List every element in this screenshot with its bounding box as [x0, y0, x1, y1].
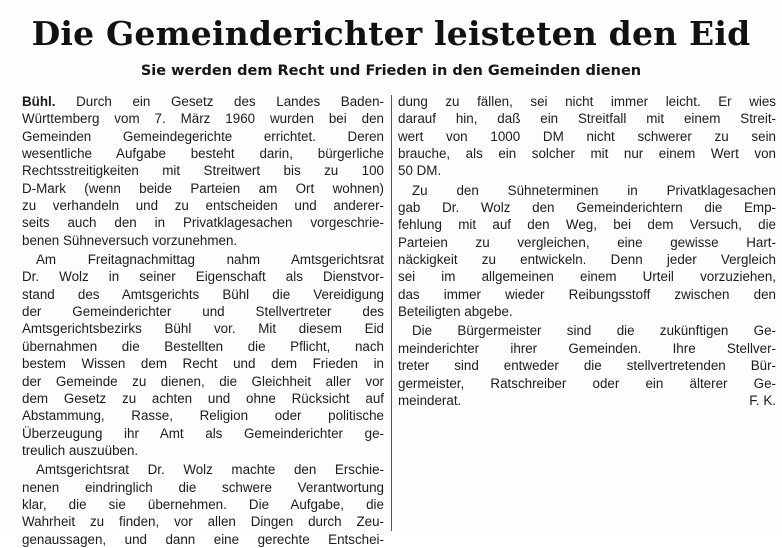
article-line-text: Die Bürgermeister sind die zukünftigen Ge-	[412, 323, 776, 339]
article-line-text: Württemberg vom 7. März 1960 wurden bei den	[22, 111, 384, 127]
article-line-text: Amtsgerichtsbezirks Bühl vor. Mit diesem Eid	[22, 321, 384, 337]
article-line	[22, 303, 384, 320]
article-line-text: brauche, als ein solcher mit nur einem Wert von	[398, 146, 776, 162]
article-line-text: Wahrheit zu finden, vor allen Dingen durch Zeu-	[22, 514, 384, 530]
article-line	[398, 251, 776, 268]
article-line-text: klar, die sie übernehmen. Die Aufgabe, die	[22, 496, 384, 512]
article-line-text: dung zu fällen, sei nicht immer leicht. Er wies	[398, 94, 776, 109]
article-line	[22, 128, 384, 145]
article-line	[22, 214, 384, 231]
article-line	[398, 286, 776, 303]
article-line	[22, 251, 384, 268]
article-line-text: das immer wieder Reibungsstoff zwischen den	[398, 286, 776, 302]
article-line-text: meinderichter ihrer Gemeinden. Ihre Stellver-	[398, 340, 776, 356]
article-line	[22, 442, 384, 459]
article-line	[22, 373, 384, 390]
article-line	[22, 197, 384, 214]
article-line-text: 50 DM.	[398, 163, 442, 179]
article-line-text: meinderat.	[398, 392, 462, 408]
article-line-text: nenen eindringlich die schwere Verantwortung	[22, 479, 384, 495]
article-line	[22, 338, 384, 355]
article-line-text: Beteiligten abgebe.	[398, 304, 513, 320]
article-line-text: Parteien zu vergleichen, eine gewisse Hart-	[398, 234, 776, 250]
article-line	[22, 320, 384, 337]
article-line-text: germeister, Ratschreiber oder ein älterer Ge-	[398, 375, 776, 391]
article-line	[22, 407, 384, 424]
article-line-text: fehlung mit auf den Weg, bei dem Versuch, die	[398, 217, 776, 233]
article-line	[398, 199, 776, 216]
article-line	[22, 268, 384, 285]
article-line	[398, 128, 776, 145]
article-line-text: stand des Amtsgerichts Bühl die Vereidigung	[22, 286, 384, 302]
article-line-text: näckigkeit zu entwickeln. Denn jeder Vergleich	[398, 252, 776, 268]
article-line	[22, 286, 384, 303]
article-line	[398, 145, 776, 162]
article-line-text: treulich auszuüben.	[22, 442, 139, 458]
article-line-text: Überzeugung ihr Amt als Gemeinderichter ge-	[22, 425, 384, 441]
article-line	[22, 479, 384, 496]
article-line-text: übernahmen die Bestellten die Pflicht, nach	[22, 338, 384, 354]
dateline: Bühl.	[22, 94, 56, 109]
article-line	[22, 93, 384, 110]
article-line	[22, 461, 384, 478]
subheadline: Sie werden dem Recht und Frieden in den Gemeinden dienen	[140, 63, 642, 79]
article-column-right	[398, 93, 776, 409]
article-line	[398, 162, 776, 179]
article-line	[22, 232, 384, 249]
article-line-text: Amtsgerichtsrat Dr. Wolz machte den Erschie-	[36, 462, 384, 478]
article-line	[22, 145, 384, 162]
article-line	[398, 375, 776, 392]
author-signature: F. K.	[749, 392, 776, 408]
article-line	[22, 355, 384, 372]
article-line-text: genaussagen, und dann eine gerechte Entschei-	[22, 531, 384, 547]
column-divider	[391, 95, 392, 531]
article-line	[22, 390, 384, 407]
article-line-text: Zu den Sühneterminen in Privatklagesachen	[412, 182, 776, 198]
article-line-text: treter sind entweder die stellvertretenden Bür-	[398, 358, 776, 374]
article-line	[22, 496, 384, 513]
article-line-text: wert von 1000 DM nicht schwerer zu sein	[398, 128, 776, 144]
article-line	[398, 340, 776, 357]
article-line-text: der Gemeinderichter und Stellvertreter des	[22, 304, 384, 320]
article-line	[22, 513, 384, 530]
article-line	[22, 425, 384, 442]
article-line	[22, 180, 384, 197]
article-line	[398, 234, 776, 251]
article-line-text: benen Sühneversuch vorzunehmen.	[22, 232, 238, 248]
article-line-text: zu verhandeln und zu entscheiden und anderer-	[22, 198, 384, 214]
article-line	[398, 268, 776, 285]
article-line-text: wesentliche Aufgabe besteht darin, bürgerliche	[22, 146, 384, 162]
article-line-text: darauf hin, daß ein Streitfall mit einem Streit-	[398, 111, 776, 127]
article-line	[22, 531, 384, 548]
article-line-text: dem Gesetz zu achten und ohne Rücksicht auf	[22, 390, 384, 406]
article-line-text: Am Freitagnachmittag nahm Amtsgerichtsrat	[36, 252, 384, 268]
article-line-text: Dr. Wolz in seiner Eigenschaft als Dienstvor-	[22, 269, 384, 285]
article-line-text: D-Mark (wenn beide Parteien am Ort wohnen)	[22, 180, 384, 196]
article-line-text: sei im allgemeinen einem Urteil vorzuziehen,	[398, 269, 776, 285]
headline: Die Gemeinderichter leisteten den Eid	[31, 14, 751, 53]
article-line	[398, 392, 776, 409]
article-line-text: Gemeinden Gemeindegerichte errichtet. Deren	[22, 128, 384, 144]
article-line-text: der Gemeinde zu dienen, die Gleichheit aller vor	[22, 373, 384, 389]
article-line	[398, 110, 776, 127]
article-line-text: seits auch den in Privatklagesachen vorgeschrie-	[22, 215, 384, 231]
article-line-text: bestem Wissen dem Recht und dem Frieden in	[22, 356, 384, 372]
article-line	[22, 110, 384, 127]
article-line-text: Durch ein Gesetz des Landes Baden-	[55, 94, 384, 109]
article-line	[398, 322, 776, 339]
article-line-text: gab Dr. Wolz den Gemeinderichtern die Emp-	[398, 200, 776, 216]
article-line	[398, 216, 776, 233]
article-line	[398, 357, 776, 374]
article-line	[22, 162, 384, 179]
article-line-text: Abstammung, Rasse, Religion oder politische	[22, 408, 384, 424]
article-line-text: Rechtsstreitigkeiten mit Streitwert bis zu 100	[22, 163, 384, 179]
article-column-left	[22, 93, 384, 548]
article-line	[398, 182, 776, 199]
article-line	[398, 303, 776, 320]
article-line	[398, 93, 776, 110]
